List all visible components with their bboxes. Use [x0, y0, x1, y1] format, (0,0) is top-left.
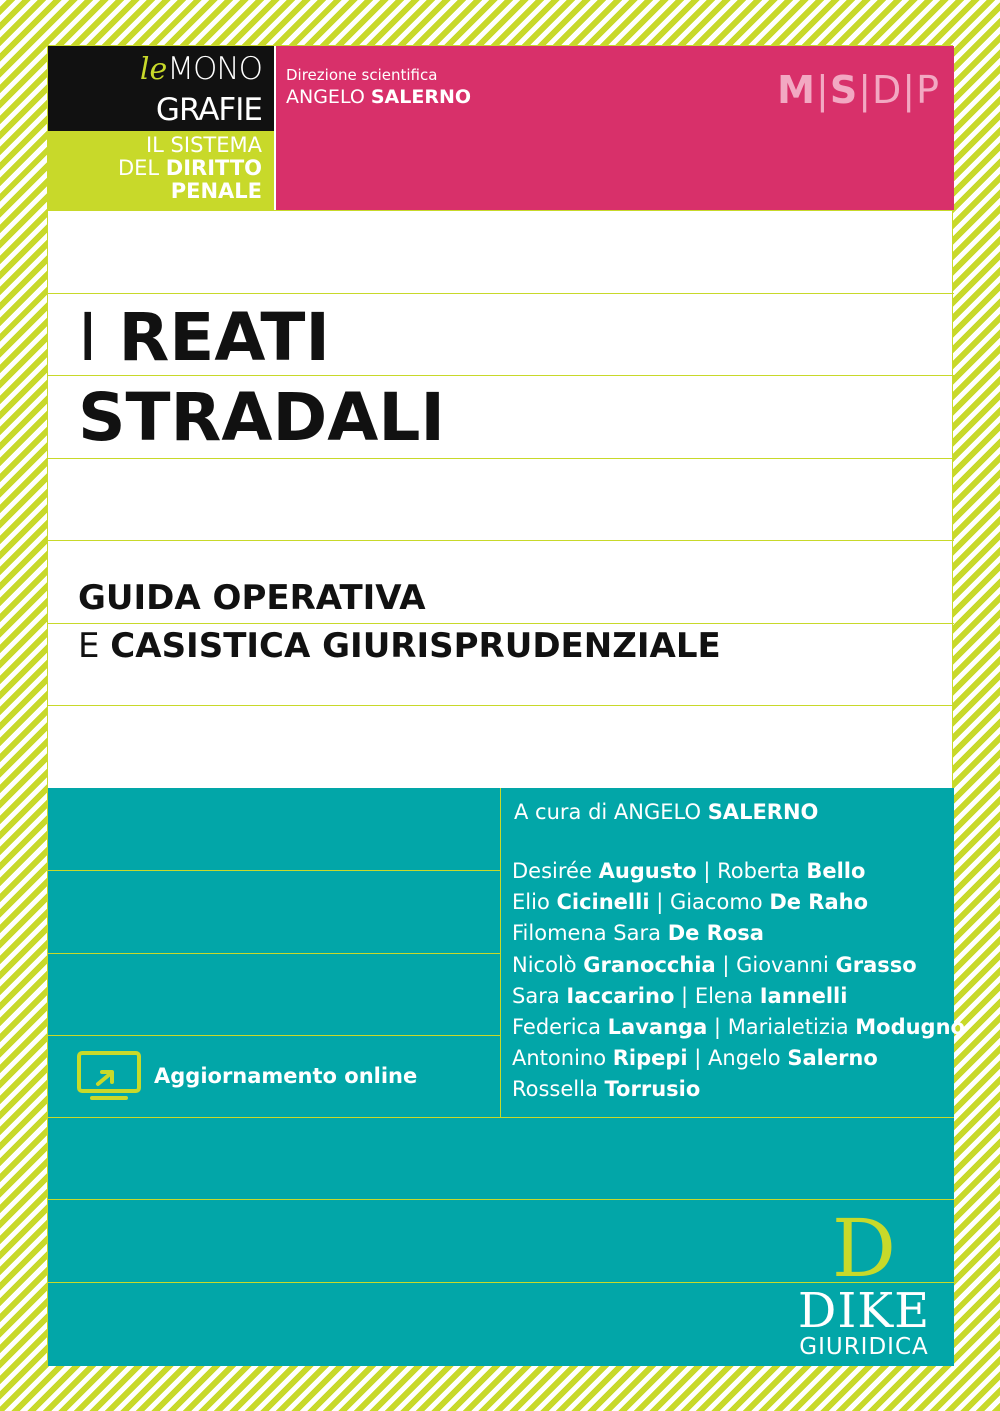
series-subtitle-bold: DIRITTO — [165, 156, 262, 180]
author-first-name: Antonino — [512, 1046, 613, 1071]
rule-line — [48, 1199, 954, 1200]
msdp-p: P — [916, 68, 940, 112]
publisher-sub: GIURIDICA — [799, 1334, 929, 1360]
curator-prefix: A cura di ANGELO — [514, 800, 708, 824]
msdp-sep-3: | — [902, 68, 917, 112]
author-line — [512, 918, 952, 949]
direction-last-name: SALERNO — [370, 86, 472, 108]
author-last-name: Lavanga — [607, 1015, 708, 1040]
rule-line — [48, 293, 954, 294]
title-word-1: REATI — [118, 299, 330, 376]
msdp-logo — [777, 68, 940, 112]
author-first-name: Nicolò — [512, 952, 584, 977]
column-divider — [500, 788, 501, 1117]
msdp-s: S — [829, 68, 859, 112]
author-first-name: Filomena Sara — [512, 921, 668, 946]
subtitle-line-2-light: E — [78, 626, 111, 666]
rule-line — [48, 540, 954, 541]
series-subtitle-line1: IL SISTEMA — [145, 133, 262, 157]
author-last-name: Torrusio — [604, 1077, 701, 1102]
authors-panel — [48, 788, 965, 1366]
msdp-sep-1: | — [816, 68, 830, 112]
author-last-name: Ripepi — [612, 1046, 688, 1071]
rule-line — [48, 870, 500, 871]
author-separator: | — [674, 983, 695, 1008]
author-line — [512, 1012, 965, 1043]
direction-name — [286, 86, 471, 108]
author-line — [512, 1043, 952, 1074]
book-cover — [47, 45, 965, 1365]
author-first-name: Elio — [512, 890, 557, 915]
author-first-name: Angelo — [708, 1046, 788, 1071]
series-logo-mono: MONO — [167, 51, 262, 87]
series-subtitle-line3 — [48, 180, 262, 203]
book-title — [78, 298, 445, 458]
author-last-name: De Rosa — [667, 921, 764, 946]
online-update-icon — [76, 1050, 142, 1102]
direction-label: Direzione scientifica — [286, 66, 438, 84]
author-last-name: Iannelli — [759, 983, 848, 1008]
publisher-name: DIKE — [797, 1283, 931, 1339]
rule-line — [48, 1117, 954, 1118]
author-first-name: Elena — [694, 983, 760, 1008]
author-first-name: Roberta — [717, 859, 807, 883]
author-last-name: Cicinelli — [556, 890, 650, 915]
book-subtitle — [78, 574, 721, 670]
msdp-sep-2: | — [858, 68, 872, 112]
author-line — [512, 856, 952, 887]
series-subtitle-light: DEL — [117, 156, 166, 180]
series-logo-le: le — [139, 52, 168, 87]
direction-first-name: ANGELO — [286, 86, 371, 108]
author-last-name: Bello — [806, 859, 866, 883]
author-first-name: Giacomo — [669, 890, 770, 915]
author-first-name: Rossella — [512, 1077, 605, 1102]
author-separator: | — [687, 1046, 709, 1071]
author-separator: | — [707, 1015, 728, 1040]
curator — [514, 800, 818, 824]
author-separator: | — [715, 952, 737, 977]
subtitle-line-2-bold: CASISTICA GIURISPRUDENZIALE — [110, 626, 721, 666]
author-last-name: Modugno — [855, 1015, 965, 1040]
msdp-m: M — [777, 68, 816, 112]
author-first-name: Giovanni — [736, 952, 836, 977]
series-subtitle-line2 — [48, 157, 262, 180]
rule-line — [48, 1035, 500, 1036]
online-update-label: Aggiornamento online — [154, 1064, 418, 1088]
author-last-name: Iaccarino — [566, 983, 675, 1008]
title-article: I — [78, 299, 98, 376]
series-logo — [48, 46, 274, 131]
rule-line — [48, 458, 954, 459]
author-first-name: Marialetizia — [727, 1015, 856, 1040]
title-word-2: STRADALI — [78, 379, 445, 456]
author-first-name: Sara — [512, 983, 567, 1008]
subtitle-line-1: GUIDA OPERATIVA — [78, 578, 426, 618]
authors-list — [512, 856, 965, 1106]
publisher-initial: D — [831, 1202, 897, 1295]
author-line — [512, 981, 952, 1012]
series-logo-grafie: GRAFIE — [155, 92, 262, 128]
author-separator: | — [649, 890, 670, 915]
curator-last-name: SALERNO — [707, 800, 819, 824]
series-subtitle-penale: PENALE — [170, 179, 262, 203]
publisher-logo — [784, 1202, 944, 1360]
author-last-name: Augusto — [598, 859, 697, 883]
author-line — [512, 950, 952, 981]
direction-header — [276, 46, 954, 210]
msdp-d: D — [872, 68, 903, 112]
author-separator: | — [696, 859, 718, 883]
author-last-name: De Raho — [769, 890, 869, 915]
rule-line — [48, 953, 500, 954]
rule-line — [48, 210, 954, 211]
author-last-name: Grasso — [835, 952, 917, 977]
author-last-name: Salerno — [787, 1046, 878, 1071]
author-line — [512, 887, 952, 918]
series-subtitle — [48, 131, 274, 210]
author-first-name: Desirée — [512, 859, 599, 883]
online-update[interactable] — [76, 1050, 476, 1104]
author-last-name: Granocchia — [583, 952, 716, 977]
rule-line — [48, 705, 954, 706]
author-first-name: Federica — [512, 1015, 608, 1040]
author-line — [512, 1074, 952, 1105]
